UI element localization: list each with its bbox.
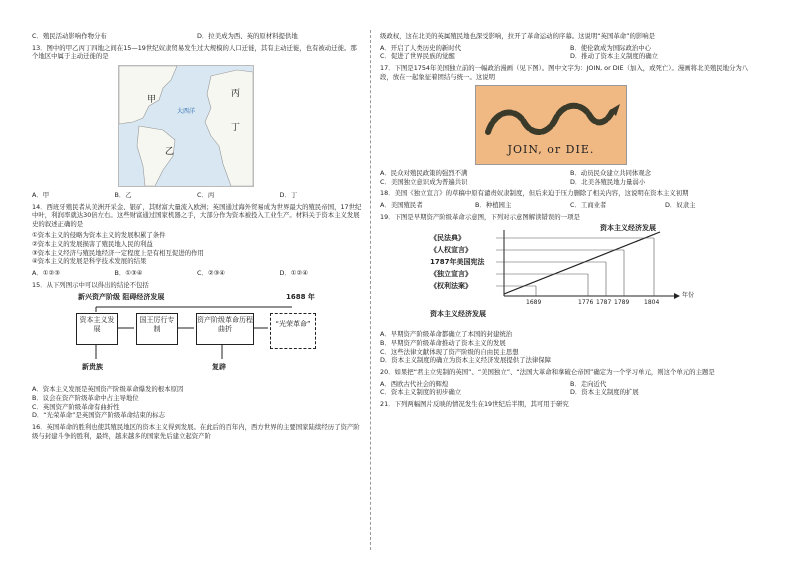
q14-option-b: B．①③④ (114, 269, 143, 278)
join-or-die-cartoon (475, 85, 627, 165)
q15-option-b: B．议会在资产阶级革命中占主导地位 (32, 393, 139, 402)
timeline-doc-civil-code: 《民法典》 (430, 234, 465, 243)
timeline-year-1689: 1689 (526, 299, 542, 307)
flow-box-capitalism: 资本主义发展 (76, 313, 118, 345)
map-label-ocean: 大西洋 (177, 107, 196, 115)
flow-box-king: 国王厉行专制 (136, 313, 178, 345)
q18-option-b: B．种植园主 (475, 201, 512, 210)
q19-option-d: D．资本主义制度的确立为资本主义经济发展提供了法律保障 (380, 356, 552, 365)
q14-item-3: ③资本主义经济与殖民地经济一定程度上是有相互促进的作用 (32, 248, 204, 257)
map-label-jia: 甲 (147, 94, 157, 105)
flow-label-restoration: 复辟 (212, 363, 226, 372)
q14-option-a: A．①②③ (32, 269, 60, 278)
q18-stem: 18．美国《独立宣言》的草稿中原有谴责奴隶制度，但后来迫于压力删除了相关内容，这说明在资本主义初期 (380, 189, 689, 198)
q17-option-c: C．美国独立意识成为普遍共识 (380, 177, 468, 186)
q21-stem: 21．下列两幅图片反映的情况发生在19世纪后半期，其可用于研究 (380, 399, 569, 408)
q13-stem: 13．图中的甲乙丙丁四地之间在15—19世纪奴隶贸易发生过大规模的人口迁徙，其有主动迁徙，也有被动迁徙。那个地区中属于主动迁徙的是 (32, 43, 357, 61)
q19-option-b: B．早期资产阶级革命推动了资本主义的发展 (380, 339, 506, 348)
q15-stem: 15．从下列图示中可以得出的结论不包括 (32, 280, 149, 289)
q13-option-d: D．丁 (279, 190, 298, 199)
q20-option-a: A．西欧古代社会的辉煌 (380, 379, 449, 388)
q12-option-c: C．殖民活动影响作物分布 (32, 32, 107, 40)
q17-option-d: D．北美各殖民地力量弱小 (570, 177, 646, 186)
q15-option-c: C．英国资产阶级革命有曲折性 (32, 402, 120, 411)
q15-option-d: D．“光荣革命”是英国资产阶级革命结束的标志 (32, 411, 165, 420)
q20-option-b: B．走向近代 (570, 379, 607, 388)
timeline-doc-rights-of-man: 《人权宣言》 (430, 246, 472, 255)
q14-option-c: C．②③④ (197, 269, 226, 278)
timeline-doc-us-constitution: 1787年美国宪法 (430, 258, 485, 267)
flow-label-year: 1688 年 (286, 293, 315, 302)
q14-item-4: ④资本主义的发展是科学技术发展的结果 (32, 257, 147, 266)
q20-stem: 20．如果把“君主立宪制的英国”、“美国独立”、“法国大革命和拿破仑帝国”确定为一个学习单元，则这个单元的主题是 (380, 367, 715, 376)
map-label-bing: 丙 (231, 88, 241, 99)
timeline-year-1776: 1776 (578, 299, 594, 307)
q17-option-b: B．动员民众建立共同体观念 (570, 169, 652, 178)
flow-label-new-nobility: 新贵族 (82, 363, 103, 372)
q18-option-a: A．美国殖民者 (380, 201, 423, 210)
timeline-year-1804: 1804 (644, 299, 660, 307)
q13-option-a: A．甲 (32, 190, 50, 199)
q16-option-a: A．开启了人类历史的新时代 (380, 43, 462, 52)
snake-drawing (476, 88, 626, 148)
q12-options (32, 32, 362, 41)
cartoon-caption: JOIN, or DIE. (507, 143, 595, 157)
q16-option-b: B．使伦敦成为国际政治中心 (570, 43, 652, 52)
q17-options-ab (380, 169, 760, 178)
right-column (380, 32, 760, 412)
q14-item-2: ②资本主义的发展损害了殖民地人民的利益 (32, 240, 153, 249)
column-divider (370, 30, 371, 550)
timeline-year-1789: 1789 (614, 299, 630, 307)
q16-stem-continued: 级政权，这在北美的英属殖民地也深受影响，拉开了革命运动的序幕。这说明“英国革命”的影响是 (380, 32, 656, 40)
q13-option-c: C．丙 (197, 190, 215, 199)
q14-stem: 14．西班牙殖民者从美洲开采金、银矿，其财富大量流入欧洲；英国通过海外贸易成为世界最大的殖民帝国，17世纪中叶，利润率就达30倍左右。这些财富通过国家机器之手，大部分作为资本被投入工业生产。材料关于资本主义发展史的叙述正确的是 (32, 202, 362, 228)
flow-box-glorious: “光荣革命” (270, 313, 316, 349)
q16-stem: 16．英国革命的胜利也使其殖民地区的资本主义得到发展。在此后的百年内，西方世界的主要国家陆续经历了资产阶级与封建斗争的胜利，最终，越来越多的国家先后建立起资产阶 (32, 422, 360, 440)
q15-flowchart (72, 293, 322, 381)
q20-options-ab (380, 380, 760, 389)
timeline-doc-bill-of-rights: 《权利法案》 (430, 282, 472, 291)
flow-box-revolution: 资产阶级革命历程曲折 (196, 313, 254, 345)
q15-option-a: A．资本主义发展是英国资产阶级革命爆发的根本原因 (32, 385, 184, 394)
q16-option-c: C．促进了世界民族的觉醒 (380, 52, 455, 61)
left-column (32, 32, 362, 443)
q17-option-a: A．民众对殖民政策的强烈不满 (380, 169, 468, 178)
timeline-doc-independence: 《独立宣言》 (430, 270, 472, 279)
q18-option-c: C．工商业者 (570, 201, 607, 210)
q16-option-d: D．推动了资本主义制度的确立 (570, 52, 658, 61)
q19-stem: 19．下图是早期资产阶级革命示意图，下列对示意图解读错误的一项是 (380, 212, 580, 221)
q19-option-c: C．这些法律文献体现了资产阶级的自由民主思想 (380, 347, 519, 356)
q14-item-1: ①资本主义的侵略为资本主义的发展积累了条件 (32, 231, 166, 240)
flow-label-top: 新兴资产阶级 阻碍经济发展 (78, 293, 165, 302)
q20-option-c: C．资本主义制度的初步确立 (380, 388, 462, 397)
q16-options-ab (380, 44, 760, 53)
timeline-year-1787: 1787 (596, 299, 612, 307)
q19-timeline-diagram (430, 224, 730, 328)
atlantic-map (118, 65, 254, 187)
q13-option-b: B．乙 (114, 190, 132, 199)
q20-options-cd (380, 388, 760, 397)
map-label-ding: 丁 (231, 122, 241, 133)
q18-options (380, 201, 760, 210)
q18-option-d: D．奴隶主 (665, 201, 696, 210)
q16-options-cd (380, 52, 760, 61)
timeline-bottom-label: 资本主义经济发展 (430, 310, 486, 319)
q20-option-d: D．资本主义制度的扩展 (570, 388, 639, 397)
timeline-axis-label: 年份 (682, 292, 695, 300)
q19-option-a: A．早期资产阶级革命都确立了本国的封建统治 (380, 330, 513, 339)
q17-stem: 17．下图是1754年美国独立前的一幅政治漫画（见下图）。图中文字为：JOIN, or DIE（加入，或死亡）。漫画将北美殖民地分为八段，放在一起象征着团结与统一。这说明 (380, 63, 749, 81)
timeline-title: 资本主义经济发展 (600, 224, 656, 233)
q14-options (32, 269, 362, 278)
q14-option-d: D．①②④ (279, 269, 308, 278)
q17-options-cd (380, 178, 760, 187)
map-label-yi: 乙 (165, 146, 175, 157)
q13-options (32, 191, 362, 200)
flow-arrows (72, 293, 322, 381)
q12-option-d: D．拉美成为西、英的原材料提供地 (197, 32, 298, 40)
